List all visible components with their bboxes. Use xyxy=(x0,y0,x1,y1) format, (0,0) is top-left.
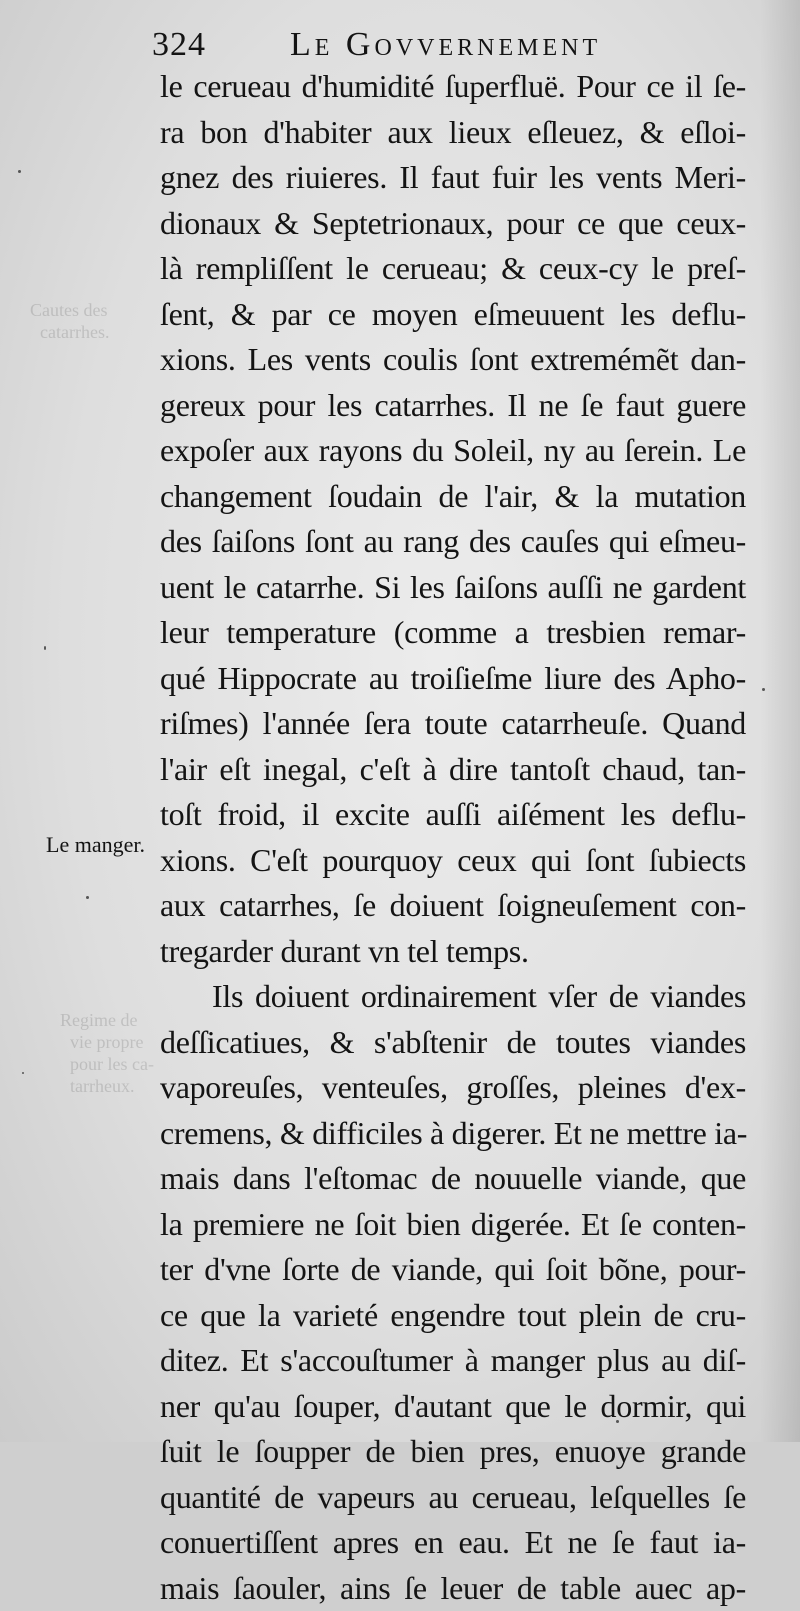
show-through-text: Regime de xyxy=(60,1010,137,1031)
show-through-text: tarrheux. xyxy=(70,1076,134,1097)
margin-note: Le manger. xyxy=(46,832,145,858)
text-line: tregarder durant vn tel temps. xyxy=(160,929,746,975)
text-line: toſt froid, il excite auſſi aiſément les deflu- xyxy=(160,792,746,838)
text-line: conuertiſſent apres en eau. Et ne ſe faut ia- xyxy=(160,1520,746,1566)
paper-speck xyxy=(18,170,21,173)
text-line: uent le catarrhe. Si les ſaiſons auſſi ne gardent xyxy=(160,565,746,611)
text-line: là rempliſſent le cerueau; & ceux-cy le preſ- xyxy=(160,246,746,292)
text-line: xions. Les vents coulis ſont extremémẽt dan- xyxy=(160,337,746,383)
running-head: Le Govvernement xyxy=(290,26,601,64)
text-line: leur temperature (comme a tresbien remar- xyxy=(160,610,746,656)
text-line: ſuit le ſoupper de bien pres, enuoye grande xyxy=(160,1429,746,1475)
page-header xyxy=(152,20,772,66)
text-line: des ſaiſons ſont au rang des cauſes qui eſmeu- xyxy=(160,519,746,565)
paper-speck xyxy=(762,688,765,691)
text-line: expoſer aux rayons du Soleil, ny au ſerein. Le xyxy=(160,428,746,474)
text-line: gnez des riuieres. Il faut fuir les vents Meri- xyxy=(160,155,746,201)
text-line: quantité de vapeurs au cerueau, leſquelles ſe xyxy=(160,1475,746,1521)
text-line: deſſicatiues, & s'abſtenir de toutes viandes xyxy=(160,1020,746,1066)
text-line: changement ſoudain de l'air, & la mutation xyxy=(160,474,746,520)
body-text xyxy=(160,64,746,1611)
text-line: qué Hippocrate au troiſieſme liure des Apho- xyxy=(160,656,746,702)
text-line: dionaux & Septetrionaux, pour ce que ceux- xyxy=(160,201,746,247)
text-line: ter d'vne ſorte de viande, qui ſoit bõne, pour- xyxy=(160,1247,746,1293)
text-line: riſmes) l'année ſera toute catarrheuſe. Quand xyxy=(160,701,746,747)
show-through-text: pour les ca- xyxy=(70,1054,154,1075)
text-line: ſent, & par ce moyen eſmeuuent les deflu- xyxy=(160,292,746,338)
text-line: vaporeuſes, venteuſes, groſſes, pleines d'ex- xyxy=(160,1065,746,1111)
text-line: gereux pour les catarrhes. Il ne ſe faut guere xyxy=(160,383,746,429)
text-line: ditez. Et s'accouſtumer à manger plus au diſ- xyxy=(160,1338,746,1384)
paper-speck xyxy=(86,896,89,899)
text-line: Ils doiuent ordinairement vſer de viandes xyxy=(160,974,746,1020)
gutter-shadow xyxy=(760,0,800,1442)
text-line: le cerueau d'humidité ſuperfluë. Pour ce il ſe- xyxy=(160,64,746,110)
text-line: mais dans l'eſtomac de nouuelle viande, que xyxy=(160,1156,746,1202)
text-line: mais ſaouler, ains ſe leuer de table auec ap- xyxy=(160,1566,746,1611)
paper-speck xyxy=(44,646,46,650)
text-line: la premiere ne ſoit bien digerée. Et ſe conten- xyxy=(160,1202,746,1248)
text-line: l'air eſt inegal, c'eſt à dire tantoſt chaud, tan- xyxy=(160,747,746,793)
show-through-text: Cautes des xyxy=(30,300,107,321)
text-line: aux catarrhes, ſe doiuent ſoigneuſement con- xyxy=(160,883,746,929)
show-through-text: vie propre xyxy=(70,1032,143,1053)
text-line: xions. C'eſt pourquoy ceux qui ſont ſubiects xyxy=(160,838,746,884)
paper-speck xyxy=(22,1072,24,1074)
text-line: ner qu'au ſouper, d'autant que le dormir, qui xyxy=(160,1384,746,1430)
show-through-text: catarrhes. xyxy=(40,322,109,343)
page-number: 324 xyxy=(152,26,206,64)
text-line: ra bon d'habiter aux lieux eſleuez, & eſloi- xyxy=(160,110,746,156)
text-line: ce que la varieté engendre tout plein de cru- xyxy=(160,1293,746,1339)
text-line: cremens, & difficiles à digerer. Et ne mettre ia- xyxy=(160,1111,746,1157)
